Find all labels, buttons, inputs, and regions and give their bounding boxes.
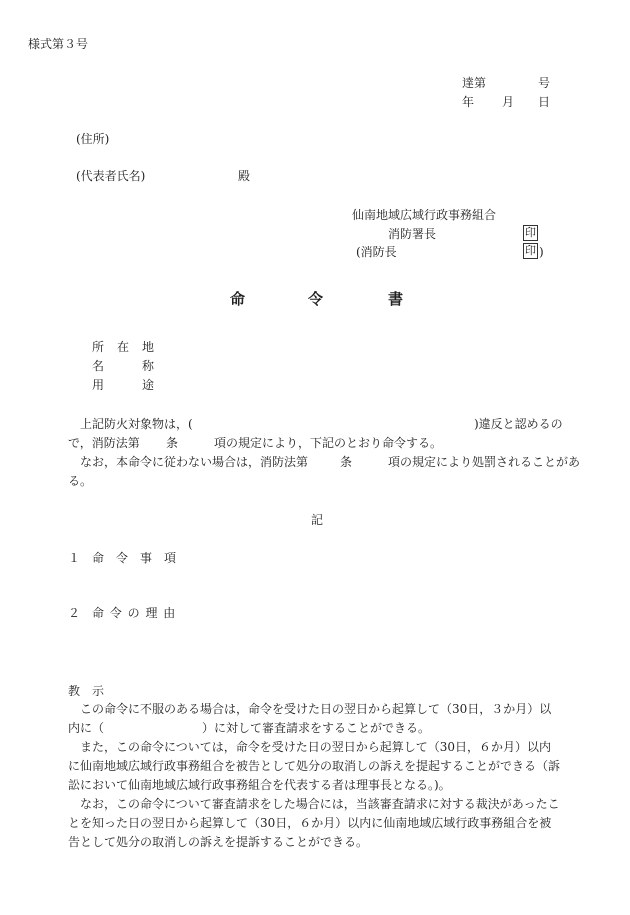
seal-mark-2: 印 <box>525 244 536 257</box>
title-char-2: 令 <box>308 290 324 308</box>
use-char-2: 途 <box>142 378 155 392</box>
instruction-line-2b: ）に対して審査請求をすることができる。 <box>202 721 431 735</box>
date-year: 年 <box>462 95 475 109</box>
form-number: 様式第３号 <box>28 37 89 51</box>
body-p2-line1-a: なお，本命令に従わない場合は，消防法第 <box>80 455 309 469</box>
ki-mark: 記 <box>311 513 324 527</box>
issuer-title-close: ) <box>539 245 544 259</box>
instruction-line-5: 訟において仙南地域広域行政事務組合を代表する者は理事長となる。)。 <box>68 778 451 792</box>
doc-number-suffix: 号 <box>538 76 551 90</box>
issuer-title-chief: 消防署長 <box>388 227 437 241</box>
date-day: 日 <box>538 95 551 109</box>
body-p2-line1-b: 条 <box>340 455 353 469</box>
instruction-line-7: とを知った日の翌日から起算して（30日，６か月）以内に仙南地域広域行政事務組合を被 <box>68 816 552 830</box>
body-p2-line2: る。 <box>68 474 93 488</box>
item1-char-1: 命 <box>92 551 105 565</box>
date-month: 月 <box>502 95 515 109</box>
instruction-heading: 教 示 <box>68 684 105 698</box>
location-char-3: 地 <box>142 340 155 354</box>
title-char-1: 命 <box>230 290 246 308</box>
item1-char-2: 令 <box>116 551 129 565</box>
instruction-line-1: この命令に不服のある場合は，命令を受けた日の翌日から起算して（30日，３か月）以 <box>80 702 552 716</box>
address-label: (住所) <box>76 132 110 146</box>
instruction-line-2a: 内に（ <box>68 721 105 735</box>
location-char-2: 在 <box>117 340 130 354</box>
item2-label: 命 令 の 理 由 <box>92 606 176 620</box>
instruction-line-3: また，この命令については，命令を受けた日の翌日から起算して（30日，６か月）以内 <box>80 740 552 754</box>
honorific: 殿 <box>238 169 251 183</box>
body-p1-line1-a: 上記防火対象物は，( <box>80 417 193 431</box>
doc-number-prefix: 達第 <box>462 76 487 90</box>
body-p1-line2-c: 項の規定により，下記のとおり命令する。 <box>214 436 443 450</box>
seal-mark-1: 印 <box>525 226 536 239</box>
instruction-line-4: に仙南地域広域行政事務組合を被告として処分の取消しの訴えを提起することができる（訴 <box>68 759 561 773</box>
item2-number: ２ <box>68 606 81 620</box>
issuer-title-fire-chief: (消防長 <box>356 245 397 259</box>
name-char-1: 名 <box>92 359 105 373</box>
name-char-2: 称 <box>142 359 155 373</box>
body-p2-line1-c: 項の規定により処罰されることがあ <box>388 455 581 469</box>
use-char-1: 用 <box>92 378 105 392</box>
title-char-3: 書 <box>388 290 404 308</box>
item1-char-3: 事 <box>140 551 153 565</box>
representative-label: (代表者氏名) <box>76 169 146 183</box>
body-p1-line2-a: で，消防法第 <box>68 436 140 450</box>
location-char-1: 所 <box>92 340 105 354</box>
instruction-line-8: 告として処分の取消しの訴えを提訴することができる。 <box>68 835 369 849</box>
issuer-organization: 仙南地域広域行政事務組合 <box>352 208 497 222</box>
body-p1-line2-b: 条 <box>166 436 179 450</box>
item1-number: １ <box>68 551 81 565</box>
item1-char-4: 項 <box>164 551 177 565</box>
instruction-line-6: なお，この命令について審査請求をした場合には，当該審査請求に対する裁決があったこ <box>80 797 560 811</box>
body-p1-line1-b: )違反と認めるの <box>474 417 563 431</box>
